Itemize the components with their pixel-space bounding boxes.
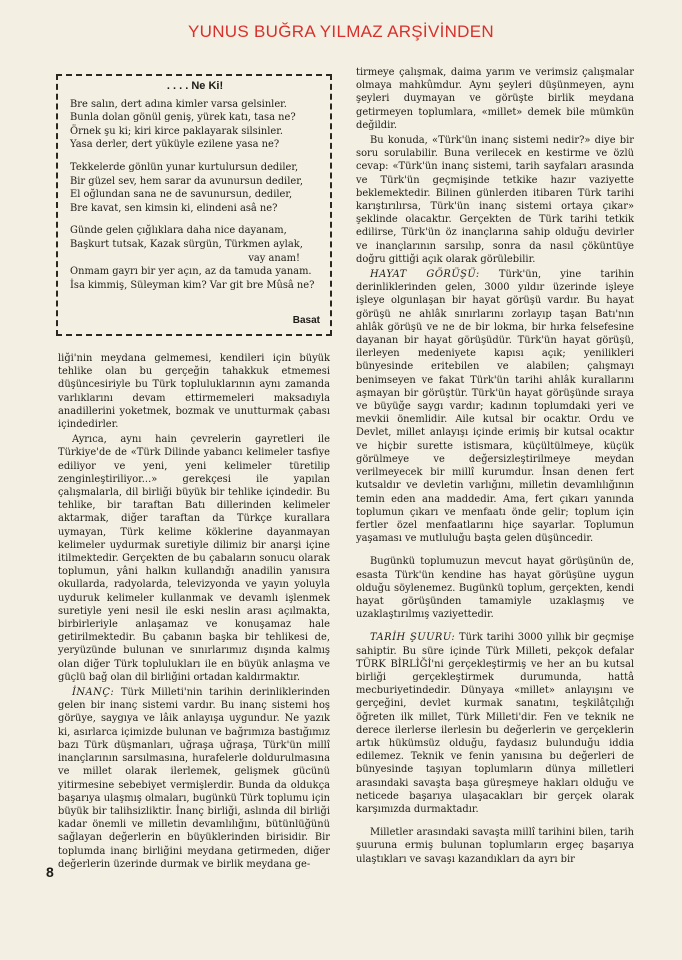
- poem-line: Bre salın, dert adına kimler varsa gelsinler.: [70, 98, 287, 110]
- poem-line: El oğlundan sana ne de savunursun, dediler,: [70, 189, 293, 201]
- paragraph: Bu konuda, «Türk'ün inanç sistemi nedir?» diye bir soru sorulabilir. Buna verilecek en kestirme ve özlü cevap: «Türk'ün inanç sistemi, tarih sayfaları arasında ve Türk'ün geçmişinde tetkike hazır vaziyette beklemektedir. Bilinen günlerden itibaren Türk tarihi karıştırılırsa, Türk'ün inanç sistemi ortaya çıkar» şeklinde olacaktır. Gerçekten de Türk tarihi tetkik edilirse, Türk'ün öz inançlarına sahip olduğu devirler ve inançlarının sarsılıp, sonra da nasıl çöküntüye doğru gittiği açık olarak görülebilir.: [356, 135, 634, 265]
- poem-author: Basat: [292, 315, 320, 327]
- poem-line: Bir güzel sev, hem sarar da avunursun dediler,: [70, 175, 303, 187]
- section-label-inanc: İNANÇ:: [72, 687, 115, 699]
- poem-line: Bre kavat, sen kimsin ki, elindeni asâ ne?: [70, 202, 278, 214]
- archive-header: YUNUS BUĞRA YILMAZ ARŞİVİNDEN: [188, 22, 494, 41]
- tarih-text: Türk tarihi 3000 yıllık bir geçmişe sahiptir. Bu süre içinde Türk Milleti, pekçok defalar TÜRK BİRLİĞİ'ni gerçekleştirmiş ve her an bu kutsal birliği gerçekleştirmek durumunda, hattâ mecburiyetindedir. Dünyaya «millet» anlayışını ve gerçeğini, devlet kurmak sanatını, teşkilâtçılığı öğreten ilk millet, Türk Milleti'dir. Fen ve teknik ne derece ilerlerse ilerlesin bu değerlerin ve gerçeklerin artık hükümsüz olduğu, faydasız bulunduğu iddia edilemez. Teknik ve fenin yanısına bu değerleri de bünyesinde taşıyan toplumların dünya milletleri arasındaki savaşta başa güreşmeye hakları olduğu ve neticede başarıya ulaşacakları bir gerçek olarak karşımızda durmaktadır.: [356, 632, 634, 815]
- hayat-paragraph: [356, 268, 634, 545]
- poem-title: . . . . Ne Ki!: [166, 80, 224, 92]
- poem-line: vay anam!: [248, 252, 300, 264]
- poem-line: İsa kimmiş, Süleyman kim? Var git bre Mûsâ ne?: [70, 279, 315, 291]
- left-column: [58, 352, 330, 871]
- poem-line: Bunla dolan gönül geniş, yürek katı, tasa ne?: [70, 112, 296, 124]
- poem-line: Yasa derler, dert yüküyle ezilene yasa ne?: [70, 139, 280, 151]
- paragraph: Bugünkü toplumuzun mevcut hayat görüşünün de, esasta Türk'ün kendine has hayat görüşüne uygun olduğu söylenemez. Bugünkü toplum, gerçekten, kendi hayat görüşünden tamamiyle uzaklaşmış ve uzaklaştırılmış vaziyettedir.: [356, 556, 634, 621]
- poem-line: Örnek şu ki; kiri kirce paklayarak silsinler.: [70, 125, 284, 137]
- poem-stanza-3: [70, 224, 320, 292]
- poem-line: Tekkelerde gönlün yunar kurtulursun dediler,: [70, 161, 299, 173]
- right-column: [356, 66, 634, 866]
- inanc-paragraph: [58, 686, 330, 871]
- section-label-hayat: HAYAT GÖRÜŞÜ:: [370, 269, 480, 281]
- tarih-paragraph: [356, 631, 634, 816]
- poem-box: [56, 74, 332, 336]
- page-number: 8: [46, 864, 54, 880]
- poem-stanza-1: [70, 98, 320, 152]
- paragraph: Milletler arasındaki savaşta millî tarihini bilen, tarih şuuruna ermiş bulunan toplumların ergeç başarıya ulaştıkları ve savaşı kazandıkları da ayrı bir: [356, 827, 634, 865]
- paragraph: tirmeye çalışmak, daima yarım ve verimsiz çalışmalar olmaya mahkûmdur. Aynı şeyleri düşünmeyen, aynı şeyleri duymayan ve görüşte birlik meydana getirmeyen toplumlara, «millet» demek bile mümkün değildir.: [356, 67, 634, 131]
- inanc-text: Türk Milleti'nin tarihin derinliklerinden gelen bir inanç sistemi vardır. Bu inanç sistemi hoş görüye, saygıya ve lâik anlayışa uygundur. Ne yazık ki, asırlarca içimizde bulunan ve bağrımıza bastığımız bazı Türk düşmanları, uğraşa uğraşa, Türk'ün millî inançlarının sarsılmasına, hurafelerle doldurulmasına ve millet olarak ilerlemek, gelişmek gücünü yitirmesine sebebiyet vermişlerdir. Bunda da oldukça başarıya ulaşmış olmaları, bugünkü Türk toplumu için büyük bir talihsizliktir. İnanç birliği, aslında dil birliği kadar önemli ve milletin devamlılığını, bütünlüğünü sağlayan değerlerin en büyüklerinden birisidir. Bir toplumda inanç birliğini meydana getirmeden, diğer değerlerin üzerinde durmak ve birlik meydana ge-: [58, 687, 330, 870]
- paragraph: Ayrıca, aynı hain çevrelerin gayretleri ile Türkiye'de de «Türk Dilinde yabancı kelimeler tasfiye ediliyor ve yeni, yeni kelimeler türetilip zenginleştiriliyor...» gerekçesi ile yapılan çalışmalarla, dil birliği büyük bir tehlike içindedir. Bu tehlike, bir taraftan Batı dillerinden kelimeler aktarmak, diğer taraftan da Türkçe kurallara uymayan, Türk kelime köklerine dayanmayan kelimeler uydurmak suretiyle dilimiz bir anarşi içine itilmektedir. Gerçekten de bu çabaların sonucu olarak toplumun, yâni halkın kullandığı anadilin yanısıra okullarda, radyolarda, televizyonda ve yayın yoluyla uyduruk kelimeler kullanmak ve devamlı işlenmek suretiyle yeni nesil ile eski neslin arası açılmakta, birbirleriyle anlaşamaz ve konuşamaz hale getirilmektedir. Bu çabanın başka bir tehlikesi de, yeryüzünde bulunan ve sınırlarımız dışında kalmış olan diğer Türk toplulukları ile en büyük anlaşma ve güçlü bağ olan dil birliğini ortadan kaldırmaktır.: [58, 434, 330, 683]
- section-label-tarih: TARİH ŞUURU:: [370, 632, 456, 644]
- poem-stanza-2: [70, 161, 320, 215]
- hayat-text: Türk'ün, yine tarihin derinliklerinden gelen, 3000 yıldır üzerinde işleye işleye olgunlaşan bir hayat görüşü vardır. Bu hayat görüşü ne ahlâk sınırlarını zorlayıp taşan Batı'nın ahlâk görüşü ve ne de bir lokma, bir hırka felsefesine dayanan bir hayat görüşüdür. Türk'ün hayat görüşü, ilerleyen medeniyete kapısı açık; yenilikleri bünyesinde eritebilen ve alabilen; çalışmayı benimseyen ve fakat Türk'ün tarihi ahlâk kurallarını aşmayan bir görüştür. Türk'ün hayat görüşünde sıraya ve büyüğe saygı vardır; kadının toplumdaki yeri ve mevkii önemlidir. Aile kutsal bir ocaktır. Ordu ve Devlet, millet anlayışı içinde erimiş bir kutsal ocaktır ve hiçbir surette istismara, küçültülmeye, küçük görülmeye ve değersizleştirilmeye meydan verilmeyecek bir millî kurumdur. İnsan denen fert kutsaldır ve devletin varlığını, milletin devamlılığının temin eden ana maddedir. Ama, fert çıkarı yanında toplumun çıkarı ve menfaatı önde gelir; toplum için fertler özel menfaatlarını hiçe sayarlar. Toplumun yaşaması ve mutluluğu başta gelen düşüncedir.: [356, 269, 634, 545]
- poem-line: Onmam gayrı bir yer açın, az da tamuda yanam.: [70, 266, 312, 278]
- paragraph: liği'nin meydana gelmemesi, kendileri için büyük tehlike olan bu gerçeğin tahakkuk etmemesi düşüncesiriyle bu Türk topluluklarının aynı zamanda varlıklarını devam ettirmemeleri maksadıyla anadillerini yoketmek, bozmak ve unutturmak çabası içindedirler.: [58, 353, 330, 431]
- poem-line: Başkurt tutsak, Kazak sürgün, Türkmen aylak,: [70, 238, 303, 250]
- poem-line: Günde gelen çığlıklara daha nice dayanam,: [70, 225, 287, 237]
